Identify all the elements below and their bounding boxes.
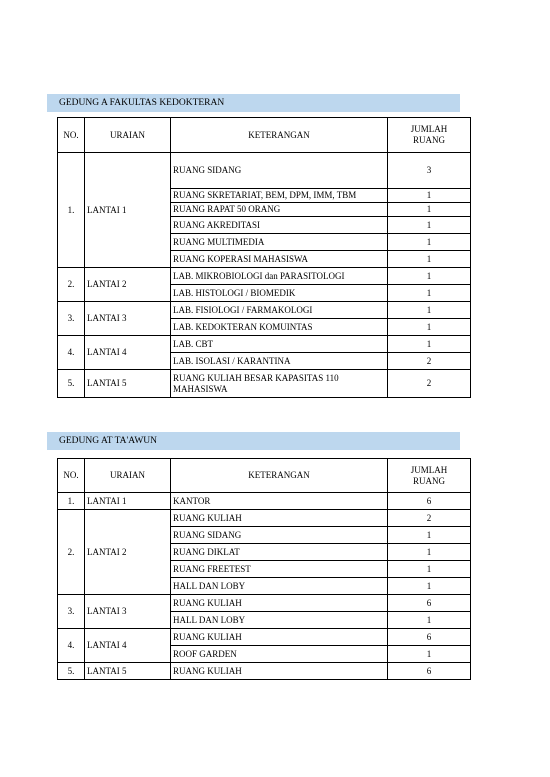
header-no: NO.	[58, 118, 85, 153]
cell-no: 4.	[58, 336, 85, 370]
table-row	[58, 268, 471, 285]
cell-jumlah-ruang: 1	[388, 302, 471, 319]
cell-uraian: LANTAI 1	[85, 153, 171, 268]
cell-no: 2.	[58, 510, 85, 595]
cell-jumlah-ruang: 1	[388, 189, 471, 203]
cell-jumlah-ruang: 2	[388, 353, 471, 370]
table-row	[58, 370, 471, 398]
header-jumlah-ruang	[388, 118, 471, 153]
cell-jumlah-ruang: 1	[388, 285, 471, 302]
cell-keterangan: LAB. MIKROBIOLOGI dan PARASITOLOGI	[171, 268, 388, 285]
section-title-gedung-at-taawun: GEDUNG AT TA'AWUN	[47, 432, 460, 450]
cell-no: 1.	[58, 153, 85, 268]
cell-jumlah-ruang: 1	[388, 561, 471, 578]
cell-jumlah-ruang: 1	[388, 544, 471, 561]
cell-no: 1.	[58, 493, 85, 510]
cell-no: 2.	[58, 268, 85, 302]
header-jumlah-line1: JUMLAH	[410, 124, 448, 134]
cell-keterangan: RUANG AKREDITASI	[171, 217, 388, 234]
table-row	[58, 336, 471, 353]
header-jumlah-ruang	[388, 459, 471, 493]
cell-keterangan: RUANG MULTIMEDIA	[171, 234, 388, 251]
room-table-gedung-at-taawun	[57, 458, 471, 680]
cell-jumlah-ruang: 1	[388, 217, 471, 234]
table-row	[58, 302, 471, 319]
header-keterangan: KETERANGAN	[171, 118, 388, 153]
table-header-row	[58, 118, 471, 153]
cell-keterangan: RUANG KULIAH	[171, 595, 388, 612]
cell-uraian: LANTAI 5	[85, 663, 171, 680]
cell-jumlah-ruang: 1	[388, 203, 471, 217]
cell-keterangan: RUANG SIDANG	[171, 153, 388, 189]
cell-uraian: LANTAI 4	[85, 336, 171, 370]
cell-keterangan: RUANG SKRETARIAT, BEM, DPM, IMM, TBM	[171, 189, 388, 203]
cell-keterangan: LAB. CBT	[171, 336, 388, 353]
header-jumlah-line2: RUANG	[412, 135, 445, 145]
cell-jumlah-ruang: 1	[388, 319, 471, 336]
cell-jumlah-ruang: 6	[388, 493, 471, 510]
cell-jumlah-ruang: 1	[388, 234, 471, 251]
cell-keterangan: RUANG KULIAH	[171, 663, 388, 680]
cell-jumlah-ruang: 3	[388, 153, 471, 189]
cell-jumlah-ruang: 2	[388, 510, 471, 527]
cell-keterangan: LAB. HISTOLOGI / BIOMEDIK	[171, 285, 388, 302]
cell-keterangan: HALL DAN LOBY	[171, 578, 388, 595]
table-row	[58, 663, 471, 680]
cell-jumlah-ruang: 2	[388, 370, 471, 398]
table-row	[58, 629, 471, 646]
cell-jumlah-ruang: 1	[388, 578, 471, 595]
cell-keterangan: HALL DAN LOBY	[171, 612, 388, 629]
cell-uraian: LANTAI 2	[85, 510, 171, 595]
cell-keterangan: KANTOR	[171, 493, 388, 510]
cell-keterangan: ROOF GARDEN	[171, 646, 388, 663]
cell-no: 5.	[58, 663, 85, 680]
header-uraian: URAIAN	[85, 459, 171, 493]
cell-uraian: LANTAI 4	[85, 629, 171, 663]
room-table-gedung-a	[57, 117, 471, 398]
cell-keterangan: LAB. ISOLASI / KARANTINA	[171, 353, 388, 370]
cell-keterangan: RUANG KULIAH BESAR KAPASITAS 110 MAHASISWA	[171, 370, 388, 398]
header-jumlah-line1: JUMLAH	[410, 464, 448, 475]
table-row	[58, 595, 471, 612]
section-title-gedung-a: GEDUNG A FAKULTAS KEDOKTERAN	[47, 94, 460, 112]
cell-uraian: LANTAI 2	[85, 268, 171, 302]
cell-no: 4.	[58, 629, 85, 663]
cell-uraian: LANTAI 5	[85, 370, 171, 398]
cell-keterangan: RUANG KULIAH	[171, 510, 388, 527]
cell-uraian: LANTAI 3	[85, 302, 171, 336]
cell-jumlah-ruang: 6	[388, 663, 471, 680]
header-no: NO.	[58, 459, 85, 493]
table-row	[58, 493, 471, 510]
cell-keterangan: RUANG SIDANG	[171, 527, 388, 544]
cell-jumlah-ruang: 1	[388, 336, 471, 353]
cell-jumlah-ruang: 1	[388, 268, 471, 285]
cell-keterangan: LAB. KEDOKTERAN KOMUINTAS	[171, 319, 388, 336]
cell-jumlah-ruang: 1	[388, 646, 471, 663]
header-jumlah-line2: RUANG	[412, 475, 445, 486]
cell-jumlah-ruang: 1	[388, 527, 471, 544]
table-header-row	[58, 459, 471, 493]
cell-keterangan: RUANG KOPERASI MAHASISWA	[171, 251, 388, 268]
cell-uraian: LANTAI 3	[85, 595, 171, 629]
cell-no: 3.	[58, 595, 85, 629]
cell-keterangan: LAB. FISIOLOGI / FARMAKOLOGI	[171, 302, 388, 319]
cell-keterangan: RUANG DIKLAT	[171, 544, 388, 561]
cell-keterangan: RUANG FREETEST	[171, 561, 388, 578]
cell-jumlah-ruang: 1	[388, 612, 471, 629]
cell-keterangan: RUANG RAPAT 50 ORANG	[171, 203, 388, 217]
cell-uraian: LANTAI 1	[85, 493, 171, 510]
header-keterangan: KETERANGAN	[171, 459, 388, 493]
cell-jumlah-ruang: 1	[388, 251, 471, 268]
cell-jumlah-ruang: 6	[388, 629, 471, 646]
table-row	[58, 153, 471, 189]
cell-no: 3.	[58, 302, 85, 336]
cell-jumlah-ruang: 6	[388, 595, 471, 612]
table-row	[58, 510, 471, 527]
header-uraian: URAIAN	[85, 118, 171, 153]
cell-keterangan: RUANG KULIAH	[171, 629, 388, 646]
cell-no: 5.	[58, 370, 85, 398]
